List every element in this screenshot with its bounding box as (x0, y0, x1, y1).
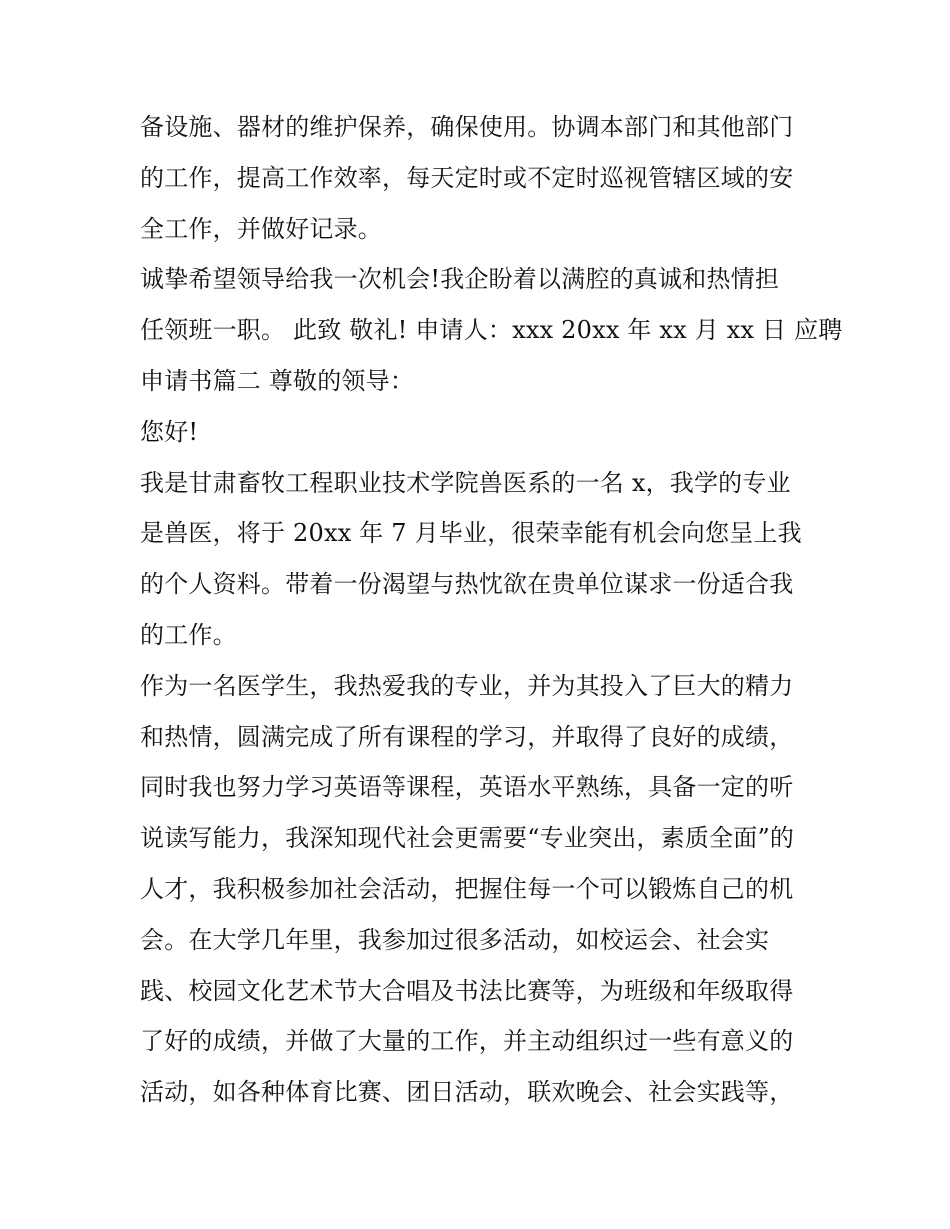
text-line: 全工作，并做好记录。 (140, 214, 382, 243)
text-line: 您好! (140, 417, 199, 446)
text-line: 了好的成绩，并做了大量的工作，并主动组织过一些有意义的 (140, 1027, 794, 1056)
text-line: 诚挚希望领导给我一次机会!我企盼着以满腔的真诚和热情担 (140, 265, 780, 294)
text-line: 和热情，圆满完成了所有课程的学习，并取得了良好的成绩， (140, 722, 794, 751)
text-line: 会。在大学几年里，我参加过很多活动，如校运会、社会实 (140, 925, 770, 954)
text-line: 作为一名医学生，我热爱我的专业，并为其投入了巨大的精力 (140, 671, 794, 700)
text-line: 申请书篇二 尊敬的领导： (140, 366, 415, 395)
text-line: 践、校园文化艺术节大合唱及书法比赛等，为班级和年级取得 (140, 976, 794, 1005)
text-line: 备设施、器材的维护保养，确保使用。协调本部门和其他部门 (140, 113, 794, 141)
text-line: 人才，我积极参加社会活动，把握住每一个可以锻炼自己的机 (140, 874, 794, 903)
body-text (140, 102, 843, 1118)
text-line: 活动，如各种体育比赛、团日活动，联欢晚会、社会实践等， (140, 1078, 794, 1107)
text-line: 任领班一职。 此致 敬礼! 申请人：xxx 20xx 年 xx 月 xx 日 应聘 (140, 316, 843, 345)
text-line: 同时我也努力学习英语等课程，英语水平熟练，具备一定的听 (140, 773, 794, 802)
text-line: 的个人资料。带着一份渴望与热忱欲在贵单位谋求一份适合我 (140, 570, 794, 599)
text-line: 说读写能力，我深知现代社会更需要“专业突出，素质全面”的 (140, 824, 795, 853)
text-line: 的工作，提高工作效率，每天定时或不定时巡视管辖区域的安 (140, 163, 794, 192)
text-line: 是兽医，将于 20xx 年 7 月毕业，很荣幸能有机会向您呈上我 (140, 519, 802, 548)
text-line: 我是甘肃畜牧工程职业技术学院兽医系的一名 x，我学的专业 (140, 468, 791, 497)
text-line: 的工作。 (140, 620, 237, 649)
